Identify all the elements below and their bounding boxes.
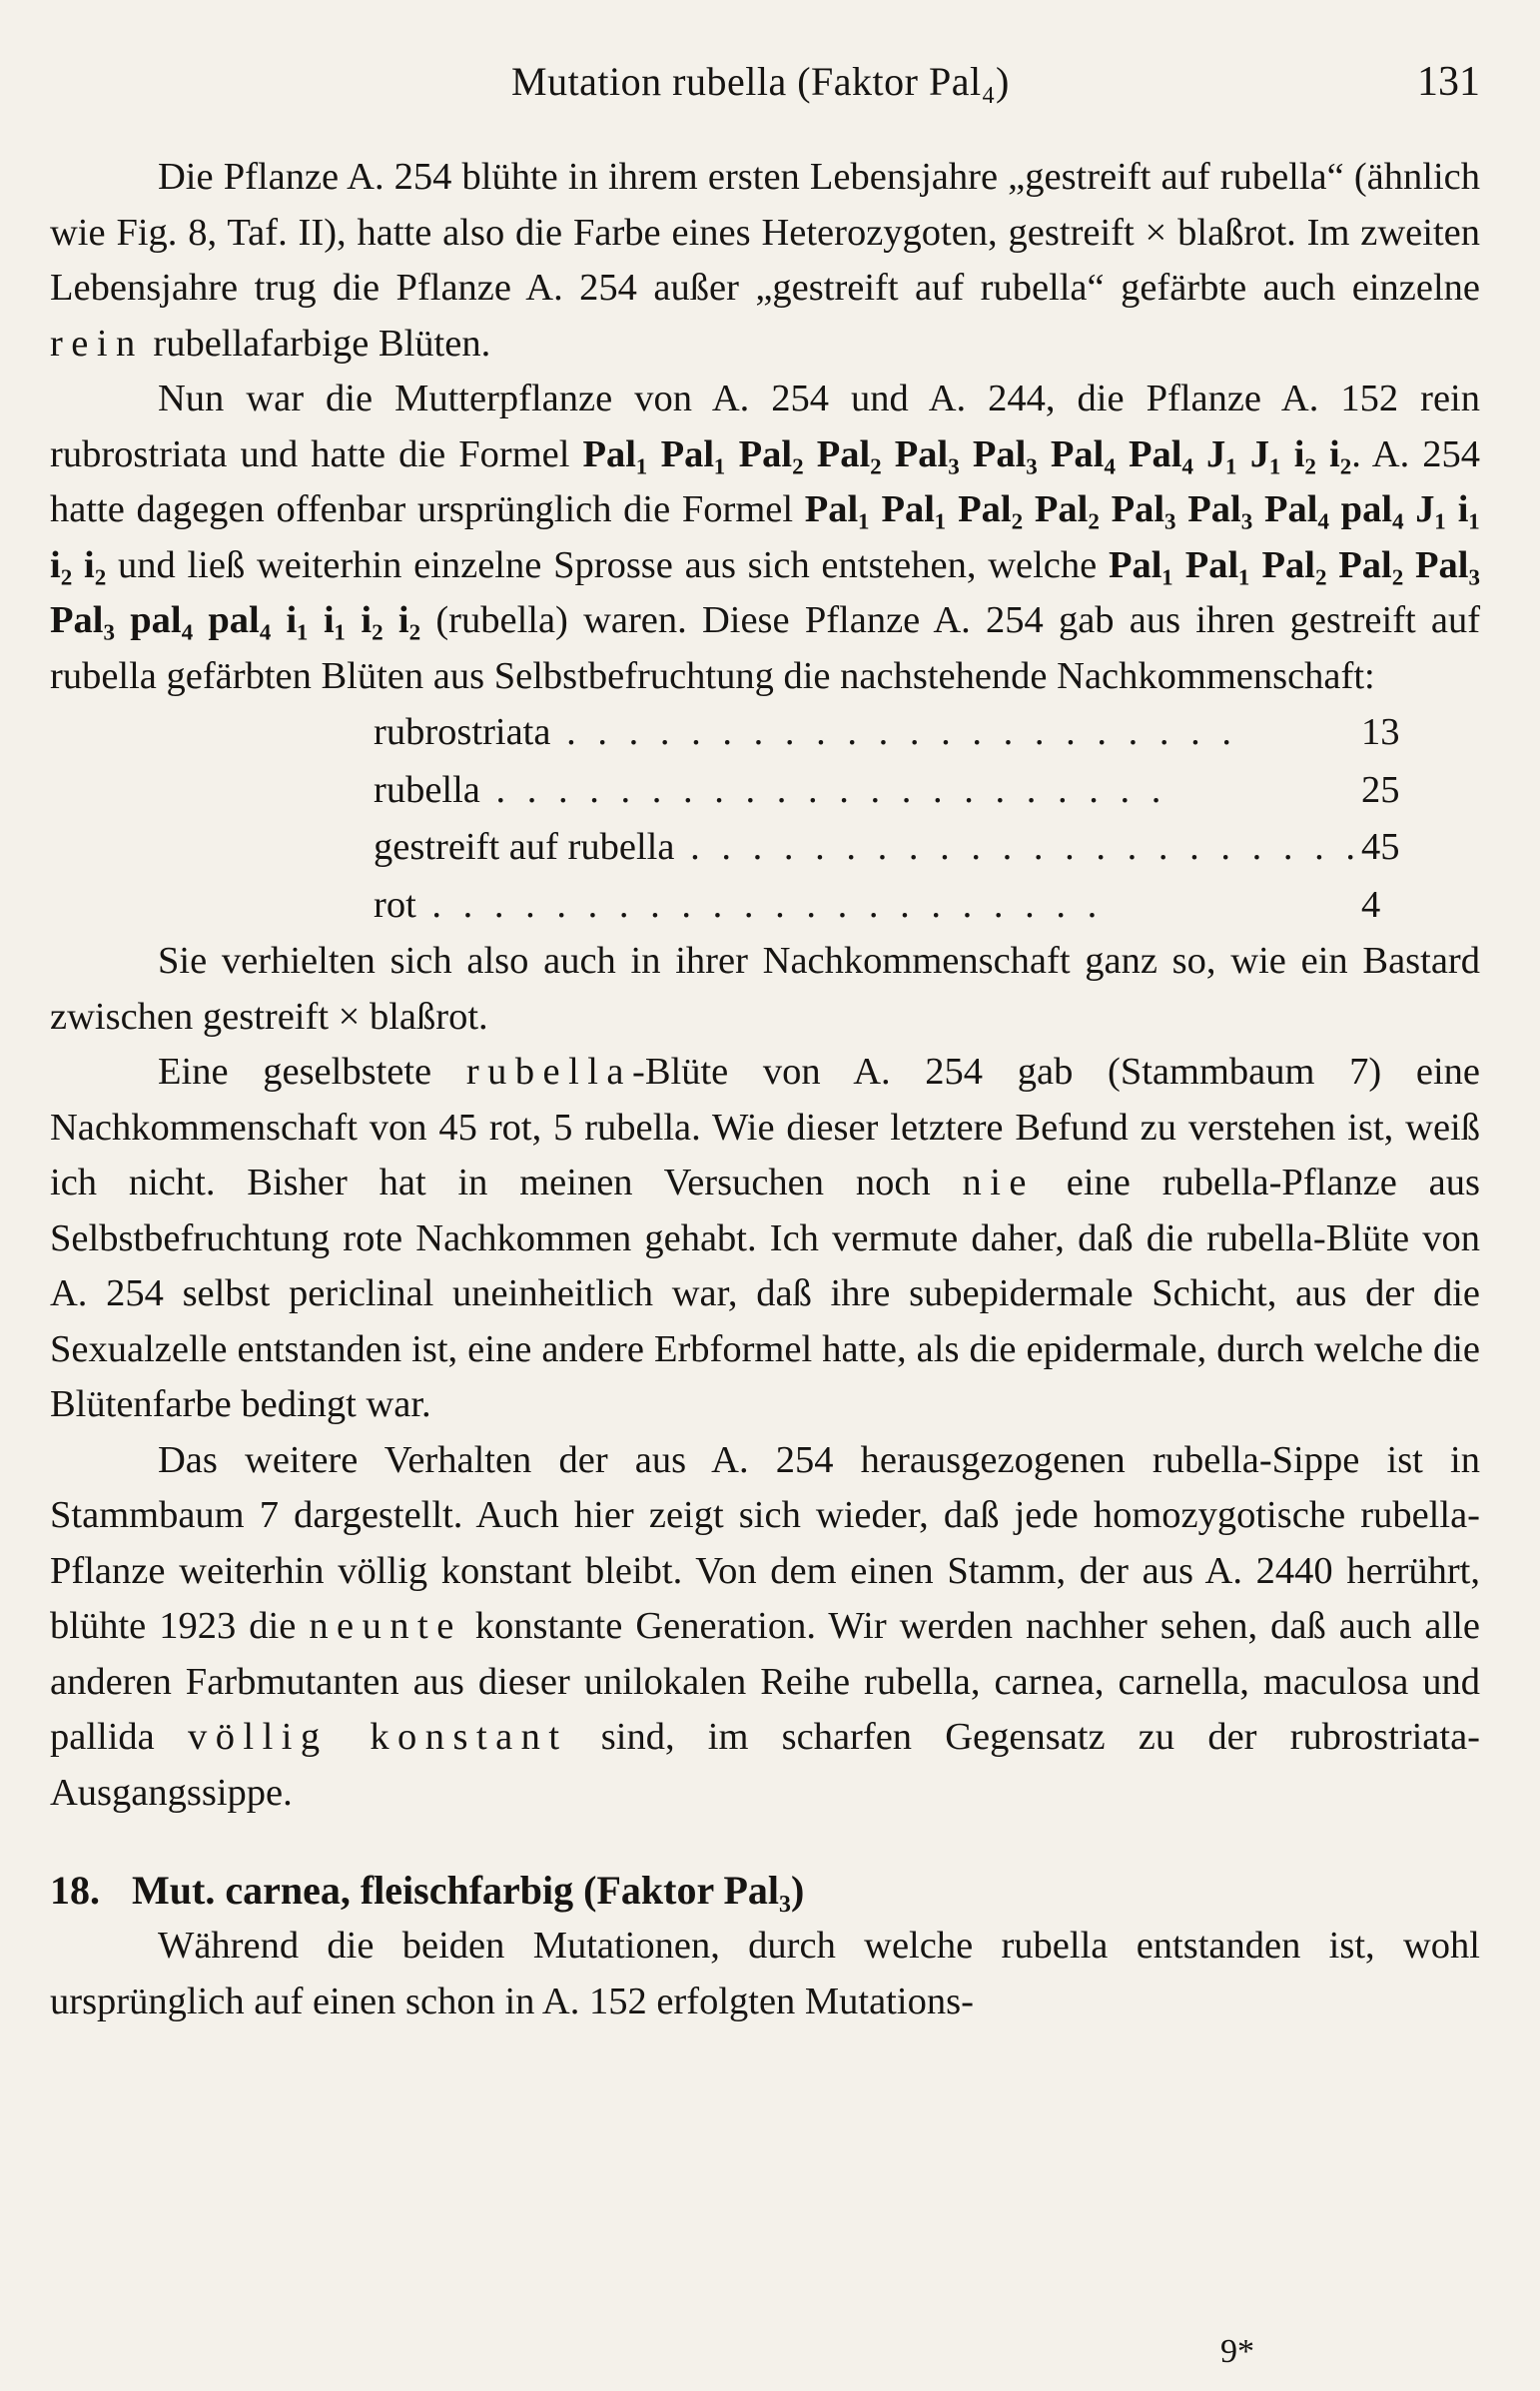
paragraph-5: Das weitere Verhalten der aus A. 254 herausgezogenen rubella-Sippe ist in Stammbaum 7 dargestellt. Auch hier zeigt sich wieder, daß jede homozygotische rubella-Pflanze weiterhin völlig konstant bleibt. Von dem einen Stamm, der aus A. 2440 herrührt, blühte 1923 die neunte konstante Generation. Wir werden nachher sehen, daß auch alle anderen Farbmutanten aus dieser unilokalen Reihe rubella, carnea, carnella, maculosa und pallida völlig konstant sind, im scharfen Gegensatz zu der rubrostriata-Ausgangssippe. <box>50 1438 1480 1814</box>
count-value: 25 <box>1360 768 1400 811</box>
formula-2: Pal₁ Pal₁ Pal₂ Pal₂ Pal₃ Pal₃ Pal₄ pal₄ J₁ i₁ i₂ i₂ <box>50 488 1480 586</box>
paragraph-6: Während die beiden Mutationen, durch welche rubella entstanden ist, wohl ursprünglich auf einen schon in A. 152 erfolgten Mutations- <box>50 1925 1480 2022</box>
formula-3: Pal₁ Pal₁ Pal₂ Pal₂ Pal₃ Pal₃ pal₄ pal₄ i₁ i₁ i₂ i₂ <box>50 543 1481 641</box>
table-row <box>374 704 1471 762</box>
paragraph-2-b: . A. 254 hatte dagegen offenbar ursprünglich die Formel <box>50 432 1481 530</box>
emphasis-voellig-konstant: völlig konstant <box>187 1716 568 1758</box>
table-row <box>374 819 1471 877</box>
paragraph-2 <box>50 372 1480 704</box>
paragraph-2-a: Nun war die Mutterpflanze von A. 254 und A. 244, die Pflanze A. 152 rein rubrostriata und hatte die Formel <box>50 378 1480 475</box>
emphasis-neunte: neunte <box>309 1605 462 1647</box>
formula-1: Pal₁ Pal₁ Pal₂ Pal₂ Pal₃ Pal₃ Pal₄ Pal₄ J₁ J₁ i₂ i₂ <box>582 432 1352 475</box>
running-head: Mutation rubella (Faktor Pal₄) <box>511 59 1010 104</box>
paragraph-1 <box>50 150 1480 372</box>
paragraph-2-c: und ließ weiterhin einzelne Sprosse aus sich entstehen, welche <box>106 543 1109 586</box>
count-value: 13 <box>1360 711 1400 753</box>
emphasis-nie: nie <box>962 1162 1035 1203</box>
count-value: 4 <box>1360 883 1381 926</box>
count-label: gestreift auf rubella . . . <box>374 819 1361 877</box>
section-heading <box>50 1863 1480 1919</box>
count-value: 45 <box>1360 826 1400 868</box>
count-label: rot . . . <box>374 877 1361 935</box>
paragraph-4: Eine geselbstete rubella-Blüte von A. 254 gab (Stammbaum 7) eine Nachkommenschaft von 45 rot, 5 rubella. Wie dieser letztere Befund zu verstehen ist, weiß ich nicht. Bisher hat in meinen Versuchen noch nie eine rubella-Pflanze aus Selbstbefruchtung rote Nachkommen gehabt. Ich vermute daher, daß die rubella-Blüte von A. 254 selbst periclinal uneinheitlich war, daß ihre subepidermale Schicht, aus der die Sexualzelle entstanden ist, eine andere Erbformel hatte, als die epidermale, durch welche die Blütenfarbe bedingt war. <box>50 1051 1480 1425</box>
page-number: 131 <box>1417 59 1480 105</box>
emphasis-rein: rein <box>50 322 144 365</box>
paragraph-1-text: Die Pflanze A. 254 blühte in ihrem ersten Lebensjahre „gestreift auf rubella“ (ähnlich wie Fig. 8, Taf. II), hatte also die Farbe eines Heterozygoten, gestreift × blaßrot. Im zweiten Lebensjahre trug die Pflanze A. 254 außer „gestreift auf rubella“ gefärbte auch einzelne <box>50 156 1480 309</box>
signature-mark: 9* <box>1220 2333 1254 2370</box>
body-text <box>50 150 1480 2029</box>
paragraph-2-d: (rubella) waren. Diese Pflanze A. 254 gab aus ihren gestreift auf rubella gefärbten Blüten aus Selbstbefruchtung die nachstehende Nachkommenschaft: <box>50 599 1481 697</box>
count-label: rubrostriata . . . <box>374 704 1361 762</box>
section-title: Mut. carnea, fleischfarbig (Faktor Pal₃) <box>132 1868 805 1913</box>
paragraph-3: Sie verhielten sich also auch in ihrer Nachkommenschaft ganz so, wie ein Bastard zwischen gestreift × blaßrot. <box>50 940 1480 1038</box>
table-row <box>374 762 1471 820</box>
offspring-table <box>374 704 1471 934</box>
page-header <box>0 58 1540 118</box>
paragraph-1-end: rubellafarbige Blüten. <box>143 322 491 365</box>
emphasis-rubella: rubella <box>465 1051 632 1093</box>
table-row <box>374 877 1471 935</box>
count-label: rubella . . . <box>374 762 1361 820</box>
section-number: 18. <box>50 1868 100 1913</box>
